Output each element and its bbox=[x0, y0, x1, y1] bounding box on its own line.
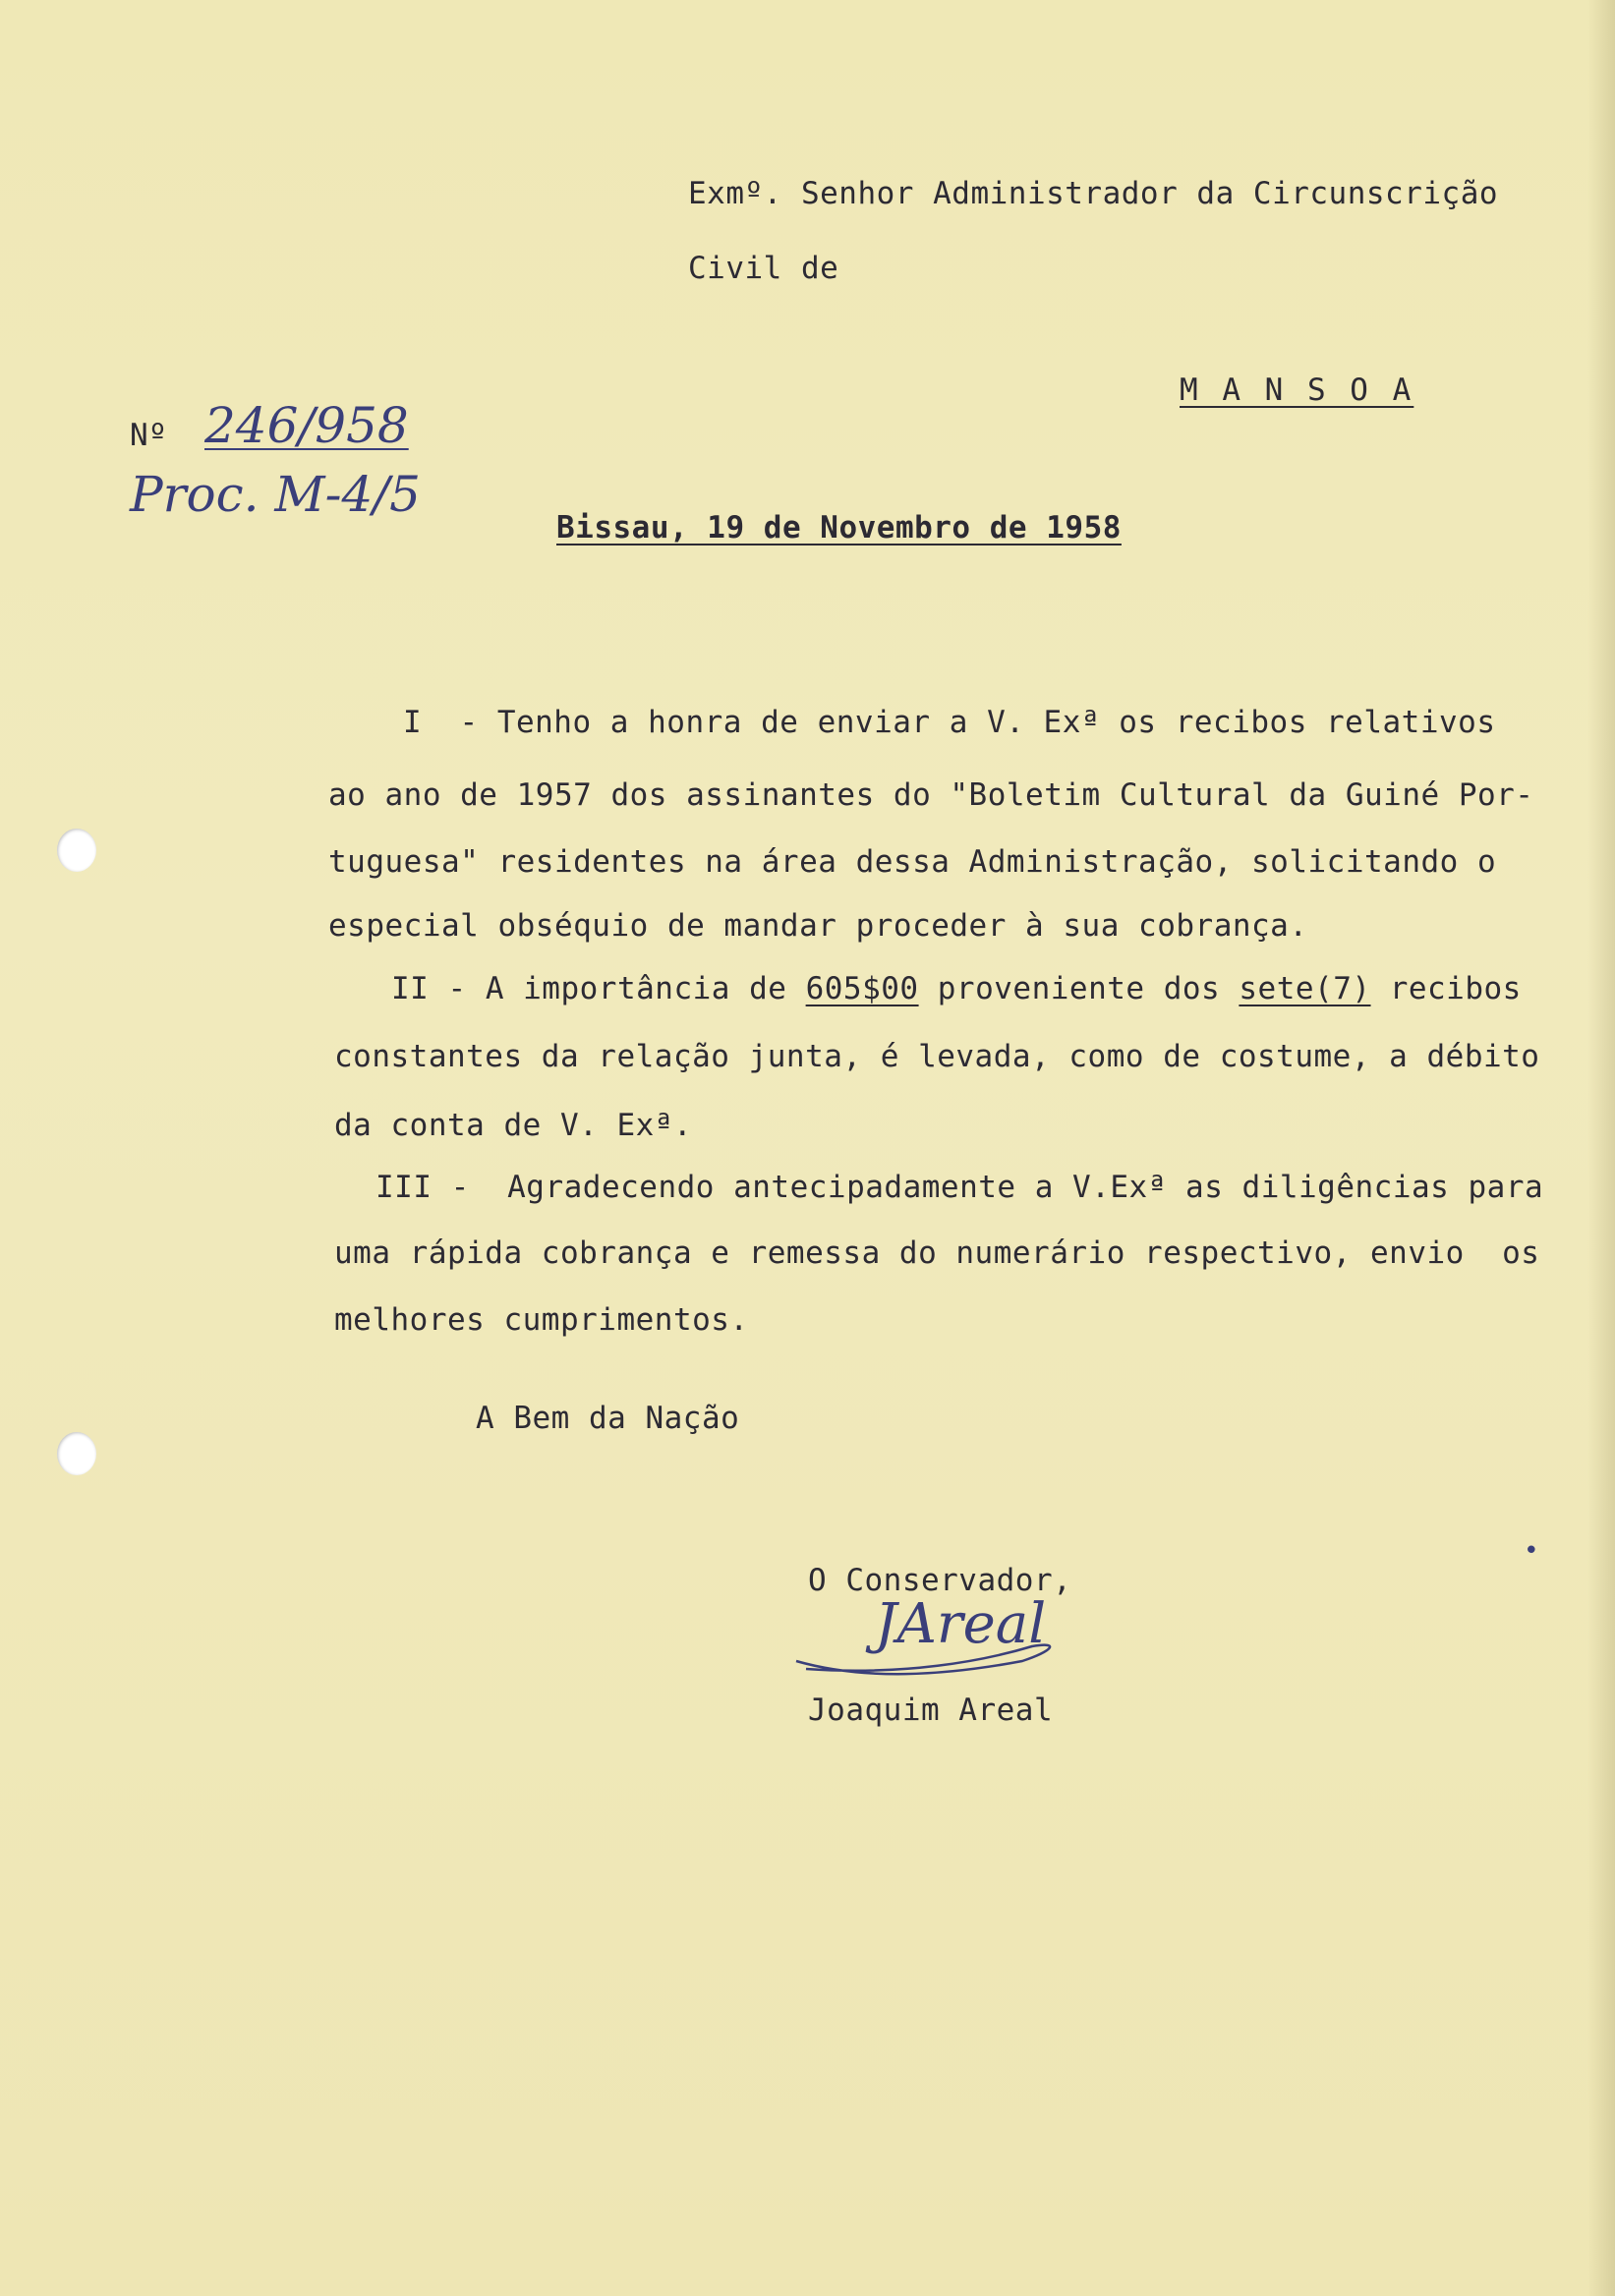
body-line: especial obséquio de mandar proceder à sua cobrança. bbox=[328, 908, 1308, 944]
body-line: I - Tenho a honra de enviar a V. Exª os recibos relativos bbox=[403, 705, 1496, 740]
body-text: II - A importância de bbox=[391, 971, 806, 1006]
paper-edge-shadow bbox=[1587, 0, 1615, 2296]
handwritten-signature: JAreal bbox=[875, 1592, 1047, 1656]
body-line: constantes da relação junta, é levada, como de costume, a débito bbox=[334, 1039, 1540, 1074]
signature-flourish bbox=[786, 1622, 1081, 1700]
body-line: III - Agradecendo antecipadamente a V.Exª as diligências para bbox=[375, 1170, 1544, 1205]
body-line: ao ano de 1957 dos assinantes do "Boletim Cultural da Guiné Por- bbox=[328, 777, 1534, 813]
receipt-count: sete(7) bbox=[1239, 971, 1371, 1006]
addressee-line-1: Exmº. Senhor Administrador da Circunscrição bbox=[688, 176, 1499, 211]
closing-salutation: A Bem da Nação bbox=[476, 1401, 740, 1436]
body-line: uma rápida cobrança e remessa do numerário respectivo, envio os bbox=[334, 1235, 1540, 1271]
addressee-place: M A N S O A bbox=[1180, 373, 1414, 408]
body-line: melhores cumprimentos. bbox=[334, 1302, 749, 1338]
punch-hole-top bbox=[57, 829, 96, 872]
signature-title: O Conservador, bbox=[808, 1563, 1072, 1598]
ink-spot: • bbox=[1524, 1536, 1539, 1566]
punch-hole-bottom bbox=[57, 1432, 96, 1475]
process-reference: Proc. M-4/5 bbox=[130, 466, 421, 523]
date-line: Bissau, 19 de Novembro de 1958 bbox=[556, 510, 1122, 545]
body-line: da conta de V. Exª. bbox=[334, 1108, 693, 1143]
addressee-line-2: Civil de bbox=[688, 251, 839, 286]
amount: 605$00 bbox=[805, 971, 919, 1006]
body-line: tuguesa" residentes na área dessa Administração, solicitando o bbox=[328, 844, 1497, 880]
body-text: recibos bbox=[1370, 971, 1522, 1006]
reference-number: 246/958 bbox=[204, 397, 409, 454]
body-line bbox=[391, 971, 1522, 1006]
reference-prefix: Nº bbox=[130, 418, 168, 453]
body-text: proveniente dos bbox=[918, 971, 1240, 1006]
signatory-name: Joaquim Areal bbox=[808, 1693, 1054, 1728]
